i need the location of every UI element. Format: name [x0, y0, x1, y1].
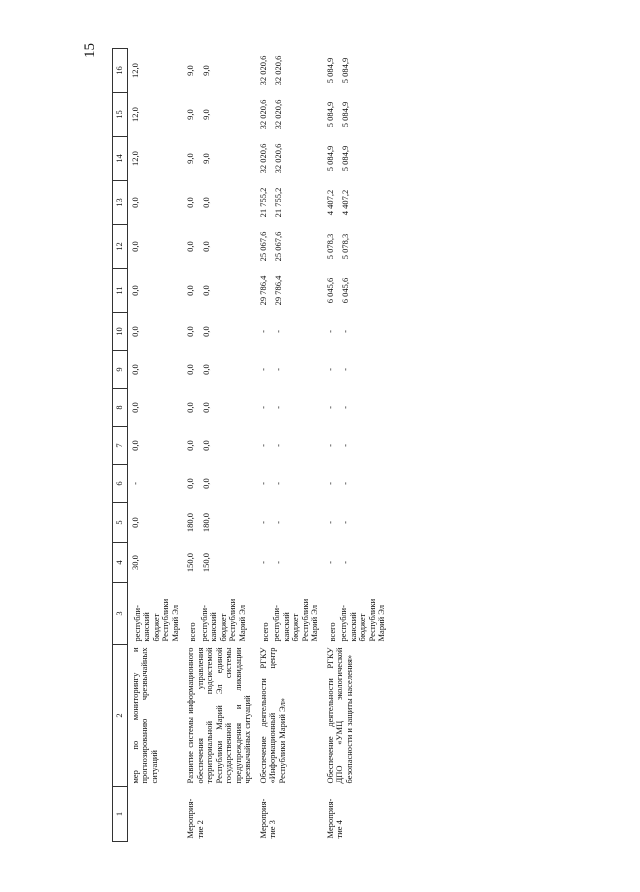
- value-cell: [127, 503, 183, 543]
- value-cell: [183, 181, 256, 225]
- column-header-11: 11: [113, 269, 128, 313]
- funding-source-label: всего: [187, 622, 198, 642]
- value-text: 25 067,6: [273, 231, 284, 262]
- value-text: -: [340, 482, 351, 485]
- value-text: 0,0: [185, 285, 196, 296]
- funding-source-cell: [256, 583, 323, 645]
- value-cell: [256, 225, 323, 269]
- value-cell: [256, 137, 323, 181]
- value-text: -: [257, 444, 268, 447]
- value-text: 0,0: [129, 364, 140, 375]
- budget-table-container: [112, 55, 532, 842]
- value-text: -: [273, 330, 284, 333]
- value-text: -: [324, 521, 335, 524]
- value-text: 0,0: [129, 241, 140, 252]
- value-text: -: [257, 521, 268, 524]
- value-text: 0,0: [200, 326, 211, 337]
- value-text: 32 020,6: [273, 143, 284, 174]
- value-text: 4 407,2: [324, 189, 335, 216]
- value-cell: [256, 543, 323, 583]
- value-cell: [127, 181, 183, 225]
- value-text: -: [273, 561, 284, 564]
- funding-source-label: республи-канский бюджет Республики Марий Эл: [131, 598, 180, 642]
- value-text: 5 084,9: [340, 145, 351, 172]
- value-cell: [127, 465, 183, 503]
- value-text: -: [324, 444, 335, 447]
- value-text: 32 020,6: [257, 143, 268, 174]
- value-text: 9,0: [185, 153, 196, 164]
- value-cell: [183, 93, 256, 137]
- column-header-13: 13: [113, 181, 128, 225]
- column-header-2: 2: [113, 645, 128, 787]
- value-text: 0,0: [200, 364, 211, 375]
- value-text: -: [257, 561, 268, 564]
- activity-name-cell: Обеспечение деятельности РГКУ ДПО «УМЦ экологической безопасности и защиты населения»: [324, 647, 354, 784]
- value-text: 32 020,6: [257, 55, 268, 86]
- funding-source-label: республи-канский бюджет Республики Марий Эл: [198, 598, 247, 642]
- value-text: -: [257, 482, 268, 485]
- value-text: 12,0: [129, 151, 140, 166]
- value-text: 0,0: [129, 517, 140, 528]
- value-text: -: [273, 406, 284, 409]
- value-cell: [323, 543, 390, 583]
- value-text: -: [340, 330, 351, 333]
- activity-number-cell: [127, 787, 183, 842]
- value-text: -: [340, 561, 351, 564]
- value-cell: [256, 351, 323, 389]
- value-text: 12,0: [129, 63, 140, 78]
- value-text: -: [257, 368, 268, 371]
- value-text: 0,0: [200, 197, 211, 208]
- funding-source-cell: [323, 583, 390, 645]
- value-cell: [183, 427, 256, 465]
- value-text: 32 020,6: [273, 99, 284, 130]
- column-header-9: 9: [113, 351, 128, 389]
- activity-name-cell: Развитие системы информационного обеспечения управления территориальной подсистемой Республики Марий Эл единой государственной системы предупреждения и ликвидации чрезвычайных ситуаций: [185, 647, 253, 784]
- value-text: -: [340, 368, 351, 371]
- column-header-1: 1: [113, 787, 128, 842]
- value-text: 5 084,9: [324, 145, 335, 172]
- value-text: 4 407,2: [340, 189, 351, 216]
- value-text: 0,0: [200, 402, 211, 413]
- activity-name-cell: Обеспечение деятельности РГКУ «Информационный центр Республики Марий Эл»: [257, 647, 287, 784]
- value-cell: [183, 465, 256, 503]
- value-text: 0,0: [185, 241, 196, 252]
- value-text: -: [273, 482, 284, 485]
- value-cell: [256, 93, 323, 137]
- value-text: 0,0: [200, 478, 211, 489]
- value-cell: [256, 465, 323, 503]
- value-text: -: [324, 330, 335, 333]
- value-text: 0,0: [185, 364, 196, 375]
- value-text: 9,0: [185, 65, 196, 76]
- page-number: 15: [82, 43, 98, 58]
- value-cell: [323, 351, 390, 389]
- value-text: 32 020,6: [257, 99, 268, 130]
- value-cell: [127, 93, 183, 137]
- value-text: -: [129, 482, 140, 485]
- value-text: 0,0: [185, 440, 196, 451]
- funding-source-label: всего: [326, 622, 337, 642]
- value-cell: [127, 427, 183, 465]
- column-header-6: 6: [113, 465, 128, 503]
- column-header-3: 3: [113, 583, 128, 645]
- value-cell: [183, 137, 256, 181]
- value-cell: [323, 225, 390, 269]
- value-cell: [323, 427, 390, 465]
- value-cell: [323, 181, 390, 225]
- value-text: -: [324, 561, 335, 564]
- value-cell: [256, 389, 323, 427]
- value-cell: [127, 269, 183, 313]
- value-text: 12,0: [129, 107, 140, 122]
- value-text: 30,0: [129, 555, 140, 570]
- column-header-4: 4: [113, 543, 128, 583]
- funding-source-label: республи-канский бюджет Республики Марий Эл: [271, 598, 320, 642]
- budget-table: [112, 48, 390, 842]
- value-cell: [183, 313, 256, 351]
- value-cell: [127, 543, 183, 583]
- value-text: -: [340, 521, 351, 524]
- column-header-5: 5: [113, 503, 128, 543]
- value-text: -: [273, 368, 284, 371]
- value-text: 0,0: [200, 285, 211, 296]
- column-header-8: 8: [113, 389, 128, 427]
- table-row: [183, 49, 256, 842]
- value-text: 0,0: [185, 197, 196, 208]
- column-header-15: 15: [113, 93, 128, 137]
- value-text: 5 084,9: [324, 57, 335, 84]
- value-text: 0,0: [185, 478, 196, 489]
- value-text: 29 786,4: [257, 275, 268, 306]
- table-row: [323, 49, 390, 842]
- value-cell: [183, 351, 256, 389]
- value-cell: [127, 137, 183, 181]
- value-cell: [323, 465, 390, 503]
- value-cell: [127, 225, 183, 269]
- value-text: -: [257, 406, 268, 409]
- value-cell: [323, 93, 390, 137]
- value-text: 25 067,6: [257, 231, 268, 262]
- value-text: 6 045,6: [340, 277, 351, 304]
- value-cell: [183, 269, 256, 313]
- value-text: 0,0: [185, 326, 196, 337]
- value-text: 0,0: [200, 440, 211, 451]
- value-cell: [183, 389, 256, 427]
- value-text: 180,0: [200, 512, 211, 533]
- value-text: 0,0: [129, 402, 140, 413]
- funding-source-cell: [127, 583, 183, 645]
- column-header-16: 16: [113, 49, 128, 93]
- value-text: 9,0: [185, 109, 196, 120]
- value-text: 29 786,4: [273, 275, 284, 306]
- value-text: 6 045,6: [324, 277, 335, 304]
- column-header-12: 12: [113, 225, 128, 269]
- value-text: 5 084,9: [340, 57, 351, 84]
- value-text: -: [340, 406, 351, 409]
- value-cell: [127, 389, 183, 427]
- value-cell: [127, 49, 183, 93]
- value-cell: [256, 313, 323, 351]
- funding-source-cell: [183, 583, 256, 645]
- value-cell: [323, 269, 390, 313]
- value-cell: [183, 49, 256, 93]
- funding-source-label: республи-канский бюджет Республики Марий Эл: [338, 598, 387, 642]
- value-cell: [256, 49, 323, 93]
- column-number-row: [113, 49, 128, 842]
- activity-name-cell: мер по мониторингу и прогнозированию чрезвычайных ситуаций: [129, 647, 159, 784]
- value-text: -: [324, 482, 335, 485]
- value-cell: [256, 427, 323, 465]
- value-cell: [323, 313, 390, 351]
- column-header-14: 14: [113, 137, 128, 181]
- value-cell: [256, 269, 323, 313]
- value-text: 0,0: [129, 326, 140, 337]
- value-text: 5 078,3: [324, 233, 335, 260]
- activity-number-cell: Мероприя-тие 3: [257, 798, 278, 839]
- value-cell: [323, 503, 390, 543]
- value-text: 9,0: [200, 65, 211, 76]
- value-text: 0,0: [200, 241, 211, 252]
- value-cell: [256, 181, 323, 225]
- value-text: 180,0: [185, 512, 196, 533]
- value-text: 5 084,9: [324, 101, 335, 128]
- column-header-10: 10: [113, 313, 128, 351]
- value-text: 150,0: [185, 552, 196, 573]
- value-text: 5 078,3: [340, 233, 351, 260]
- value-cell: [323, 389, 390, 427]
- value-text: 21 755,2: [273, 187, 284, 218]
- value-cell: [323, 49, 390, 93]
- activity-number-cell: Мероприя-тие 2: [185, 798, 205, 839]
- funding-source-label: всего: [259, 622, 270, 642]
- value-text: -: [324, 406, 335, 409]
- value-cell: [183, 503, 256, 543]
- value-text: 0,0: [185, 402, 196, 413]
- value-text: -: [324, 368, 335, 371]
- value-text: 0,0: [129, 440, 140, 451]
- value-text: 21 755,2: [257, 187, 268, 218]
- value-text: 0,0: [129, 285, 140, 296]
- value-cell: [323, 137, 390, 181]
- value-text: 0,0: [129, 197, 140, 208]
- value-cell: [183, 543, 256, 583]
- value-cell: [127, 351, 183, 389]
- activity-number-cell: Мероприя-тие 4: [324, 798, 345, 839]
- value-text: -: [340, 444, 351, 447]
- value-cell: [127, 313, 183, 351]
- value-text: -: [273, 444, 284, 447]
- column-header-7: 7: [113, 427, 128, 465]
- value-text: -: [273, 521, 284, 524]
- table-body: [127, 49, 390, 842]
- value-text: 9,0: [200, 153, 211, 164]
- value-text: 9,0: [200, 109, 211, 120]
- value-text: 32 020,6: [273, 55, 284, 86]
- value-text: 5 084,9: [340, 101, 351, 128]
- value-cell: [256, 503, 323, 543]
- table-row: [127, 49, 183, 842]
- value-cell: [183, 225, 256, 269]
- table-row: [256, 49, 323, 842]
- value-text: 150,0: [200, 552, 211, 573]
- value-text: -: [257, 330, 268, 333]
